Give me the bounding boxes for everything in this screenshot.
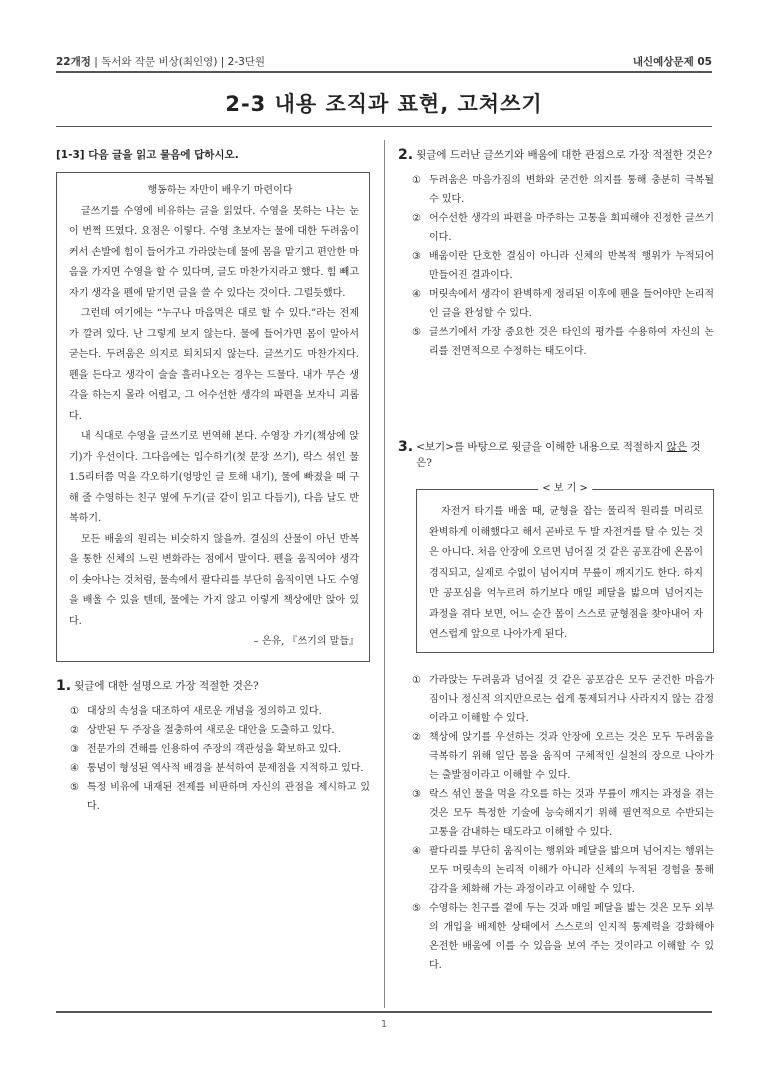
passage-paragraph: 글쓰기를 수영에 비유하는 글을 읽었다. 수영을 못하는 나는 눈이 번쩍 뜨였다. 요점은 이렇다. 수영 초보자는 물에 대한 두려움이 커서 손발에 힘이 들어가고 가라앉는데 물에 몸을 맡기고 편안한 마음을 가지면 수영을 할 수 있다며, 글도 마찬가지라고 했다. 힘 빼고 자기 생각을 펜에 맡기면 글을 쓸 수 있다는 것이다. 그럴듯했다. [69, 205, 359, 299]
answer-option[interactable] [70, 721, 370, 740]
passage-source: – 은유, 『쓰기의 말들』 [253, 636, 359, 647]
bogi-text: 자전거 타기를 배울 때, 균형을 잡는 물리적 원리를 머리로 완벽하게 이해했다고 해서 곧바로 두 발 자전거를 탈 수 있는 것은 아니다. 처음 안장에 오르면 넘어질 것 같은 공포감에 온몸이 경직되고, 실제로 수없이 넘어지며 무릎이 깨지기도 한다. 하지만 공포심을 억누르려 하기보다 매일 페달을 밟으며 넘어지는 과정을 겪다 보면, 어느 순간 몸이 스스로 균형점을 찾아내어 자연스럽게 앞으로 나아가게 된다. [429, 506, 703, 640]
column-divider [384, 140, 385, 1008]
option-text: 배움이란 단호한 결심이 아니라 신체의 반복적 행위가 누적되어 만들어진 결과이다. [429, 251, 714, 281]
bottom-rule [56, 1011, 712, 1013]
bogi-label: < 보 기 > [538, 482, 592, 496]
option-text: 어수선한 생각의 파편을 마주하는 고통을 회피해야 진정한 글쓰기이다. [429, 213, 714, 243]
page-title: 2-3 내용 조직과 표현, 고쳐쓰기 [225, 92, 543, 116]
answer-option[interactable] [70, 702, 370, 721]
answer-option[interactable] [412, 323, 714, 361]
option-marker: ① [412, 674, 421, 686]
question-1 [56, 678, 370, 816]
subject-label: | 독서와 작문 비상(최인영) | 2-3단원 [94, 56, 266, 68]
question-text-after: 것은? [416, 441, 701, 469]
question-3-stem [398, 439, 714, 471]
question-text-underline: 않은 [666, 441, 687, 453]
answer-option[interactable] [70, 740, 370, 759]
option-text: 책상에 앉기를 우선하는 것과 안장에 오르는 것은 모두 두려움을 극복하기 위해 일단 몸을 움직여 구체적인 실천의 장으로 나아가는 출발점이라고 이해할 수 있다. [429, 731, 714, 781]
option-marker: ① [70, 705, 79, 717]
answer-option[interactable] [412, 842, 714, 899]
instruction: [1-3] 다음 글을 읽고 물음에 답하시오. [56, 149, 239, 161]
answer-option[interactable] [412, 899, 714, 975]
question-2-options [412, 171, 714, 361]
option-marker: ④ [70, 762, 79, 774]
answer-option[interactable] [412, 785, 714, 842]
option-marker: ④ [412, 845, 421, 857]
question-number: 3. [398, 439, 414, 455]
question-number: 2. [398, 147, 414, 163]
option-text: 대상의 속성을 대조하여 새로운 개념을 정의하고 있다. [87, 705, 322, 717]
right-column [398, 147, 714, 975]
answer-option[interactable] [70, 759, 370, 778]
option-text: 가라앉는 두려움과 넘어질 것 같은 공포감은 모두 굳건한 마음가짐이나 정신적 의지만으로는 쉽게 통제되거나 사라지지 않는 감정이라고 이해할 수 있다. [429, 674, 714, 724]
option-marker: ② [70, 724, 79, 736]
question-3-options [412, 671, 714, 975]
option-marker: ① [412, 175, 421, 186]
top-rule [56, 71, 712, 73]
option-marker: ③ [412, 788, 421, 800]
option-marker: ② [412, 213, 421, 224]
question-2 [398, 147, 714, 361]
passage-paragraph: 모든 배움의 원리는 비슷하지 않을까. 결심의 산물이 아닌 반복을 통한 신체의 느린 변화라는 점에서 말이다. 펜을 움직여야 생각이 솟아나는 것처럼, 물속에서 팔다리를 부단히 움직이면 나도 수영을 배울 수 있을 텐데, 물에는 가지 않고 이렇게 책상에만 앉아 있다. [69, 533, 359, 627]
question-1-options [70, 702, 370, 816]
option-text: 락스 섞인 물을 먹을 각오를 하는 것과 무릎이 깨지는 과정을 겪는 것은 모두 특정한 기술에 능숙해지기 위해 필연적으로 수반되는 고통을 감내하는 태도라고 이해할 수 있다. [429, 788, 714, 838]
question-number: 1. [56, 677, 72, 694]
answer-option[interactable] [70, 778, 370, 816]
option-marker: ⑤ [70, 781, 79, 793]
passage-title: 행동하는 자만이 배우기 마련이다 [147, 185, 293, 196]
header-right-label: 내신예상문제 05 [632, 56, 712, 68]
page-number: 1 [380, 1019, 388, 1030]
passage-paragraph: 내 식대로 수영을 글쓰기로 번역해 본다. 수영장 가기(책상에 앉기)가 우선이다. 그다음에는 입수하기(첫 문장 쓰기), 락스 섞인 물 1.5리터쯤 먹을 각오하기(엉망인 글 토해 내기), 물에 빠졌을 때 구해 줄 수영하는 친구 옆에 두기(글 같이 읽고 다듬기), 다음 날도 반복하기. [69, 431, 359, 524]
option-marker: ③ [70, 743, 79, 755]
option-marker: ⑤ [412, 902, 421, 914]
answer-option[interactable] [412, 728, 714, 785]
option-text: 두려움은 마음가짐의 변화와 굳건한 의지를 통해 충분히 극복될 수 있다. [429, 175, 714, 205]
question-text [416, 439, 714, 471]
passage-box [56, 172, 370, 662]
page-header [56, 54, 712, 72]
option-marker: ② [412, 731, 421, 743]
question-text-before: <보기>를 바탕으로 윗글을 이해한 내용으로 적절하지 [416, 441, 667, 453]
header-left [56, 54, 265, 69]
answer-option[interactable] [412, 247, 714, 285]
question-1-stem [56, 678, 370, 694]
option-text: 상반된 두 주장을 절충하여 새로운 대안을 도출하고 있다. [87, 724, 335, 736]
answer-option[interactable] [412, 209, 714, 247]
option-marker: ④ [412, 289, 421, 300]
option-text: 통념이 형성된 역사적 배경을 분석하여 문제점을 지적하고 있다. [87, 762, 364, 774]
option-marker: ⑤ [412, 327, 421, 338]
option-text: 글쓰기에서 가장 중요한 것은 타인의 평가를 수용하여 자신의 논리를 전면적으로 수정하는 태도이다. [429, 327, 714, 357]
question-2-stem [398, 147, 714, 163]
option-text: 팔다리를 부단히 움직이는 행위와 페달을 밟으며 넘어지는 행위는 모두 머릿속의 논리적 이해가 아니라 신체의 누적된 경험을 통해 감각을 체화해 가는 과정이라고 이해할 수 있다. [429, 845, 714, 895]
option-text: 수영하는 친구를 곁에 두는 것과 매일 페달을 밟는 것은 모두 외부의 개입을 배제한 상태에서 스스로의 인지적 통제력을 강화해야 온전한 배움에 이를 수 있음을 보여 주는 것이라고 이해할 수 있다. [429, 902, 714, 971]
option-text: 머릿속에서 생각이 완벽하게 정리된 이후에 펜을 들어야만 논리적인 글을 완성할 수 있다. [429, 289, 714, 319]
option-marker: ③ [412, 251, 421, 262]
question-3 [398, 439, 714, 975]
passage-paragraph: 그런데 여기에는 “누구나 마음먹은 대로 할 수 있다.”라는 전제가 깔려 있다. 난 그렇게 보지 않는다. 물에 들어가면 몸이 알아서 굳는다. 두려움은 의지로 퇴치되지 않는다. 글쓰기도 마찬가지다. 펜을 든다고 생각이 술술 흘러나오는 경우는 드물다. 내가 무슨 생각을 하는지 몰라 어렵고, 그 어수선한 생각의 파편을 보자니 괴롭다. [69, 308, 359, 422]
option-text: 전문가의 견해를 인용하여 주장의 객관성을 확보하고 있다. [87, 743, 342, 755]
question-text: 윗글에 대한 설명으로 가장 적절한 것은? [74, 679, 259, 692]
option-text: 특정 비유에 내재된 전제를 비판하며 자신의 관점을 제시하고 있다. [87, 781, 370, 812]
question-text: 윗글에 드러난 글쓰기와 배움에 대한 관점으로 가장 적절한 것은? [416, 149, 713, 161]
edition-label: 22개정 [56, 56, 91, 68]
left-column [56, 147, 370, 816]
answer-option[interactable] [412, 285, 714, 323]
answer-option[interactable] [412, 171, 714, 209]
title-rule [56, 126, 712, 127]
bogi-box [416, 483, 714, 653]
answer-option[interactable] [412, 671, 714, 728]
